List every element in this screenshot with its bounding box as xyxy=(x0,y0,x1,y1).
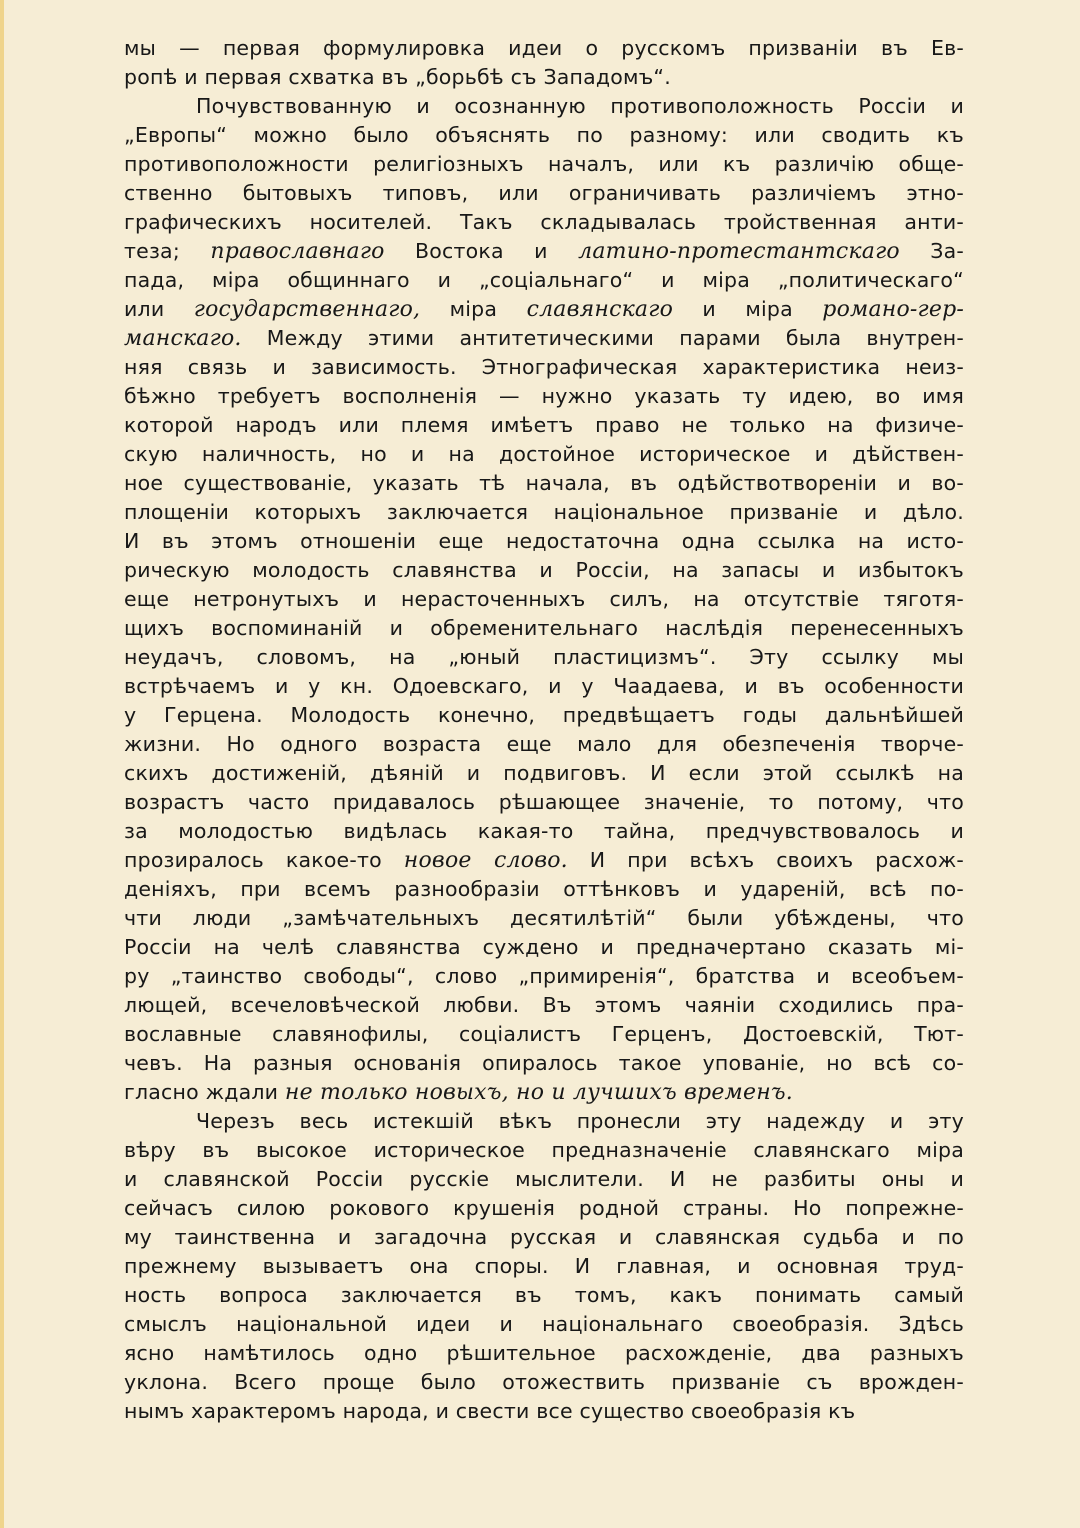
text-line xyxy=(124,817,964,846)
text-segment: уклона. Всего проще было отожествить призванiе съ врожден- xyxy=(124,1370,964,1394)
text-segment: за молодостью видѣлась какая-то тайна, предчувствовалось и xyxy=(124,819,964,843)
paragraph xyxy=(124,1107,964,1426)
text-segment: прежнему вызываетъ она споры. И главная, и основная труд- xyxy=(124,1254,964,1278)
text-line xyxy=(124,34,964,63)
text-line xyxy=(124,585,964,614)
text-segment: И въ этомъ отношенiи еще недостаточна одна ссылка на исто- xyxy=(124,529,964,553)
text-line xyxy=(124,353,964,382)
text-line xyxy=(124,208,964,237)
text-line xyxy=(124,701,964,730)
text-line xyxy=(124,1281,964,1310)
text-segment: И при всѣхъ своихъ расхож- xyxy=(567,848,964,872)
text-line xyxy=(124,150,964,179)
text-line xyxy=(124,759,964,788)
text-line xyxy=(124,411,964,440)
text-line xyxy=(124,1107,964,1136)
text-line xyxy=(124,1136,964,1165)
text-line xyxy=(124,643,964,672)
text-line xyxy=(124,1049,964,1078)
text-line xyxy=(124,179,964,208)
text-line xyxy=(124,991,964,1020)
text-segment: неудачъ, словомъ, на „юный пластицизмъ“. Эту ссылку мы xyxy=(124,645,964,669)
text-segment: и славянской Россiи русскiе мыслители. И не разбиты оны и xyxy=(124,1167,964,1191)
text-line xyxy=(124,1252,964,1281)
text-segment: денiяхъ, при всемъ разнообразiи оттѣнковъ и ударенiй, всѣ по- xyxy=(124,877,964,901)
text-segment: чевъ. На разныя основанiя опиралось такое упованiе, но всѣ со- xyxy=(124,1051,964,1075)
text-line xyxy=(124,672,964,701)
text-segment: ность вопроса заключается въ томъ, какъ понимать самый xyxy=(124,1283,964,1307)
text-line xyxy=(124,324,964,353)
text-segment: противоположности религiозныхъ началъ, или къ различiю обще- xyxy=(124,152,964,176)
text-segment: еще нетронутыхъ и нерасточенныхъ силъ, на отсутствiе тяготя- xyxy=(124,587,964,611)
text-line xyxy=(124,527,964,556)
text-segment: „Европы“ можно было объяснять по разному: или сводить къ xyxy=(124,123,964,147)
text-segment: чти люди „замѣчательныхъ десятилѣтiй“ были убѣждены, что xyxy=(124,906,964,930)
text-segment: му таинственна и загадочна русская и славянская судьба и по xyxy=(124,1225,964,1249)
text-segment: скихъ достиженiй, дѣянiй и подвиговъ. И если этой ссылкѣ на xyxy=(124,761,964,785)
text-line xyxy=(124,1397,964,1426)
text-segment: смыслъ нацiональной идеи и нацiональнаго своеобразiя. Здѣсь xyxy=(124,1312,964,1336)
text-line xyxy=(124,1310,964,1339)
text-segment: которой народъ или племя имѣетъ право не только на физиче- xyxy=(124,413,964,437)
text-segment: ственно бытовыхъ типовъ, или ограничивать различiемъ этно- xyxy=(124,181,964,205)
text-segment: мы — первая формулировка идеи о русскомъ призванiи въ Ев- xyxy=(124,36,964,60)
italic-text: латино-протестантскаго xyxy=(578,239,900,264)
text-line xyxy=(124,440,964,469)
text-segment: графическихъ носителей. Такъ складывалась тройственная анти- xyxy=(124,210,964,234)
italic-text: государственнаго, xyxy=(193,297,421,322)
text-line xyxy=(124,237,964,266)
text-line xyxy=(124,469,964,498)
text-segment: щихъ воспоминанiй и обременительнаго наслѣдiя перенесенныхъ xyxy=(124,616,964,640)
text-segment: и мiра xyxy=(673,297,823,321)
text-line xyxy=(124,614,964,643)
text-line xyxy=(124,788,964,817)
text-segment: вославные славянофилы, соцiалистъ Герценъ, Достоевскiй, Тют- xyxy=(124,1022,964,1046)
text-line xyxy=(124,1020,964,1049)
text-line xyxy=(124,266,964,295)
text-line xyxy=(124,1368,964,1397)
text-segment: гласно ждали xyxy=(124,1080,285,1104)
italic-text: православнаго xyxy=(210,239,385,264)
text-segment: Россiи на челѣ славянства суждено и предначертано сказать мi- xyxy=(124,935,964,959)
paragraph xyxy=(124,34,964,92)
text-segment: лющей, всечеловѣческой любви. Въ этомъ чаянiи сходились пра- xyxy=(124,993,964,1017)
italic-text: новое слово. xyxy=(403,848,568,873)
text-line xyxy=(124,1165,964,1194)
text-line xyxy=(124,904,964,933)
text-segment: Черезъ весь истекшiй вѣкъ пронесли эту надежду и эту xyxy=(196,1109,964,1133)
italic-text: не только новыхъ, но и лучшихъ временъ. xyxy=(284,1080,793,1105)
text-line xyxy=(124,1223,964,1252)
text-segment: бѣжно требуетъ восполненiя — нужно указать ту идею, во имя xyxy=(124,384,964,408)
text-line xyxy=(124,92,964,121)
text-segment: нымъ характеромъ народа, и свести все существо своеобразiя къ xyxy=(124,1399,856,1423)
text-segment: ясно намѣтилось одно рѣшительное расхожденiе, два разныхъ xyxy=(124,1341,964,1365)
text-line xyxy=(124,121,964,150)
text-segment: За- xyxy=(899,239,964,263)
text-segment: прозиралось какое-то xyxy=(124,848,404,872)
text-segment: рическую молодость славянства и Россiи, на запасы и избытокъ xyxy=(124,558,964,582)
text-segment: ное существованiе, указать тѣ начала, въ одѣйствотворенiи и во- xyxy=(124,471,964,495)
italic-text: славянскаго xyxy=(526,297,674,322)
text-segment: ропѣ и первая схватка въ „борьбѣ съ Западомъ“. xyxy=(124,65,671,89)
italic-text: романо-гер- xyxy=(822,297,964,322)
text-segment: у Герцена. Молодость конечно, предвѣщаетъ годы дальнѣйшей xyxy=(124,703,964,727)
italic-text: манскаго. xyxy=(124,326,242,351)
text-line xyxy=(124,382,964,411)
text-segment: мiра xyxy=(420,297,527,321)
text-segment: или xyxy=(124,297,194,321)
text-line xyxy=(124,63,964,92)
text-line xyxy=(124,295,964,324)
text-segment: няя связь и зависимость. Этнографическая характеристика неиз- xyxy=(124,355,964,379)
text-segment: пада, мiра общиннаго и „соцiальнаго“ и мiра „политическаго“ xyxy=(124,268,964,292)
text-line xyxy=(124,1078,964,1107)
text-segment: возрастъ часто придавалось рѣшающее значенiе, то потому, что xyxy=(124,790,964,814)
text-line xyxy=(124,875,964,904)
text-segment: Востока и xyxy=(384,239,579,263)
text-line xyxy=(124,1339,964,1368)
text-segment: жизни. Но одного возраста еще мало для обезпеченiя творче- xyxy=(124,732,964,756)
text-line xyxy=(124,846,964,875)
text-segment: теза; xyxy=(124,239,211,263)
text-line xyxy=(124,962,964,991)
text-line xyxy=(124,498,964,527)
text-line xyxy=(124,933,964,962)
text-segment: площенiи которыхъ заключается нацiональное призванiе и дѣло. xyxy=(124,500,964,524)
text-segment: Почувствованную и осознанную противоположность Россiи и xyxy=(196,94,964,118)
page-text xyxy=(124,34,964,1426)
text-line xyxy=(124,730,964,759)
text-segment: вѣру въ высокое историческое предназначенiе славянскаго мiра xyxy=(124,1138,964,1162)
text-segment: Между этими антитетическими парами была внутрен- xyxy=(241,326,964,350)
text-segment: сейчасъ силою рокового крушенiя родной страны. Но попрежне- xyxy=(124,1196,964,1220)
text-segment: ру „таинство свободы“, слово „примиренiя“, братства и всеобъем- xyxy=(124,964,964,988)
text-segment: встрѣчаемъ и у кн. Одоевскаго, и у Чаадаева, и въ особенности xyxy=(124,674,964,698)
paragraph xyxy=(124,92,964,1107)
text-segment: скую наличность, но и на достойное историческое и дѣйствен- xyxy=(124,442,964,466)
text-line xyxy=(124,1194,964,1223)
text-line xyxy=(124,556,964,585)
